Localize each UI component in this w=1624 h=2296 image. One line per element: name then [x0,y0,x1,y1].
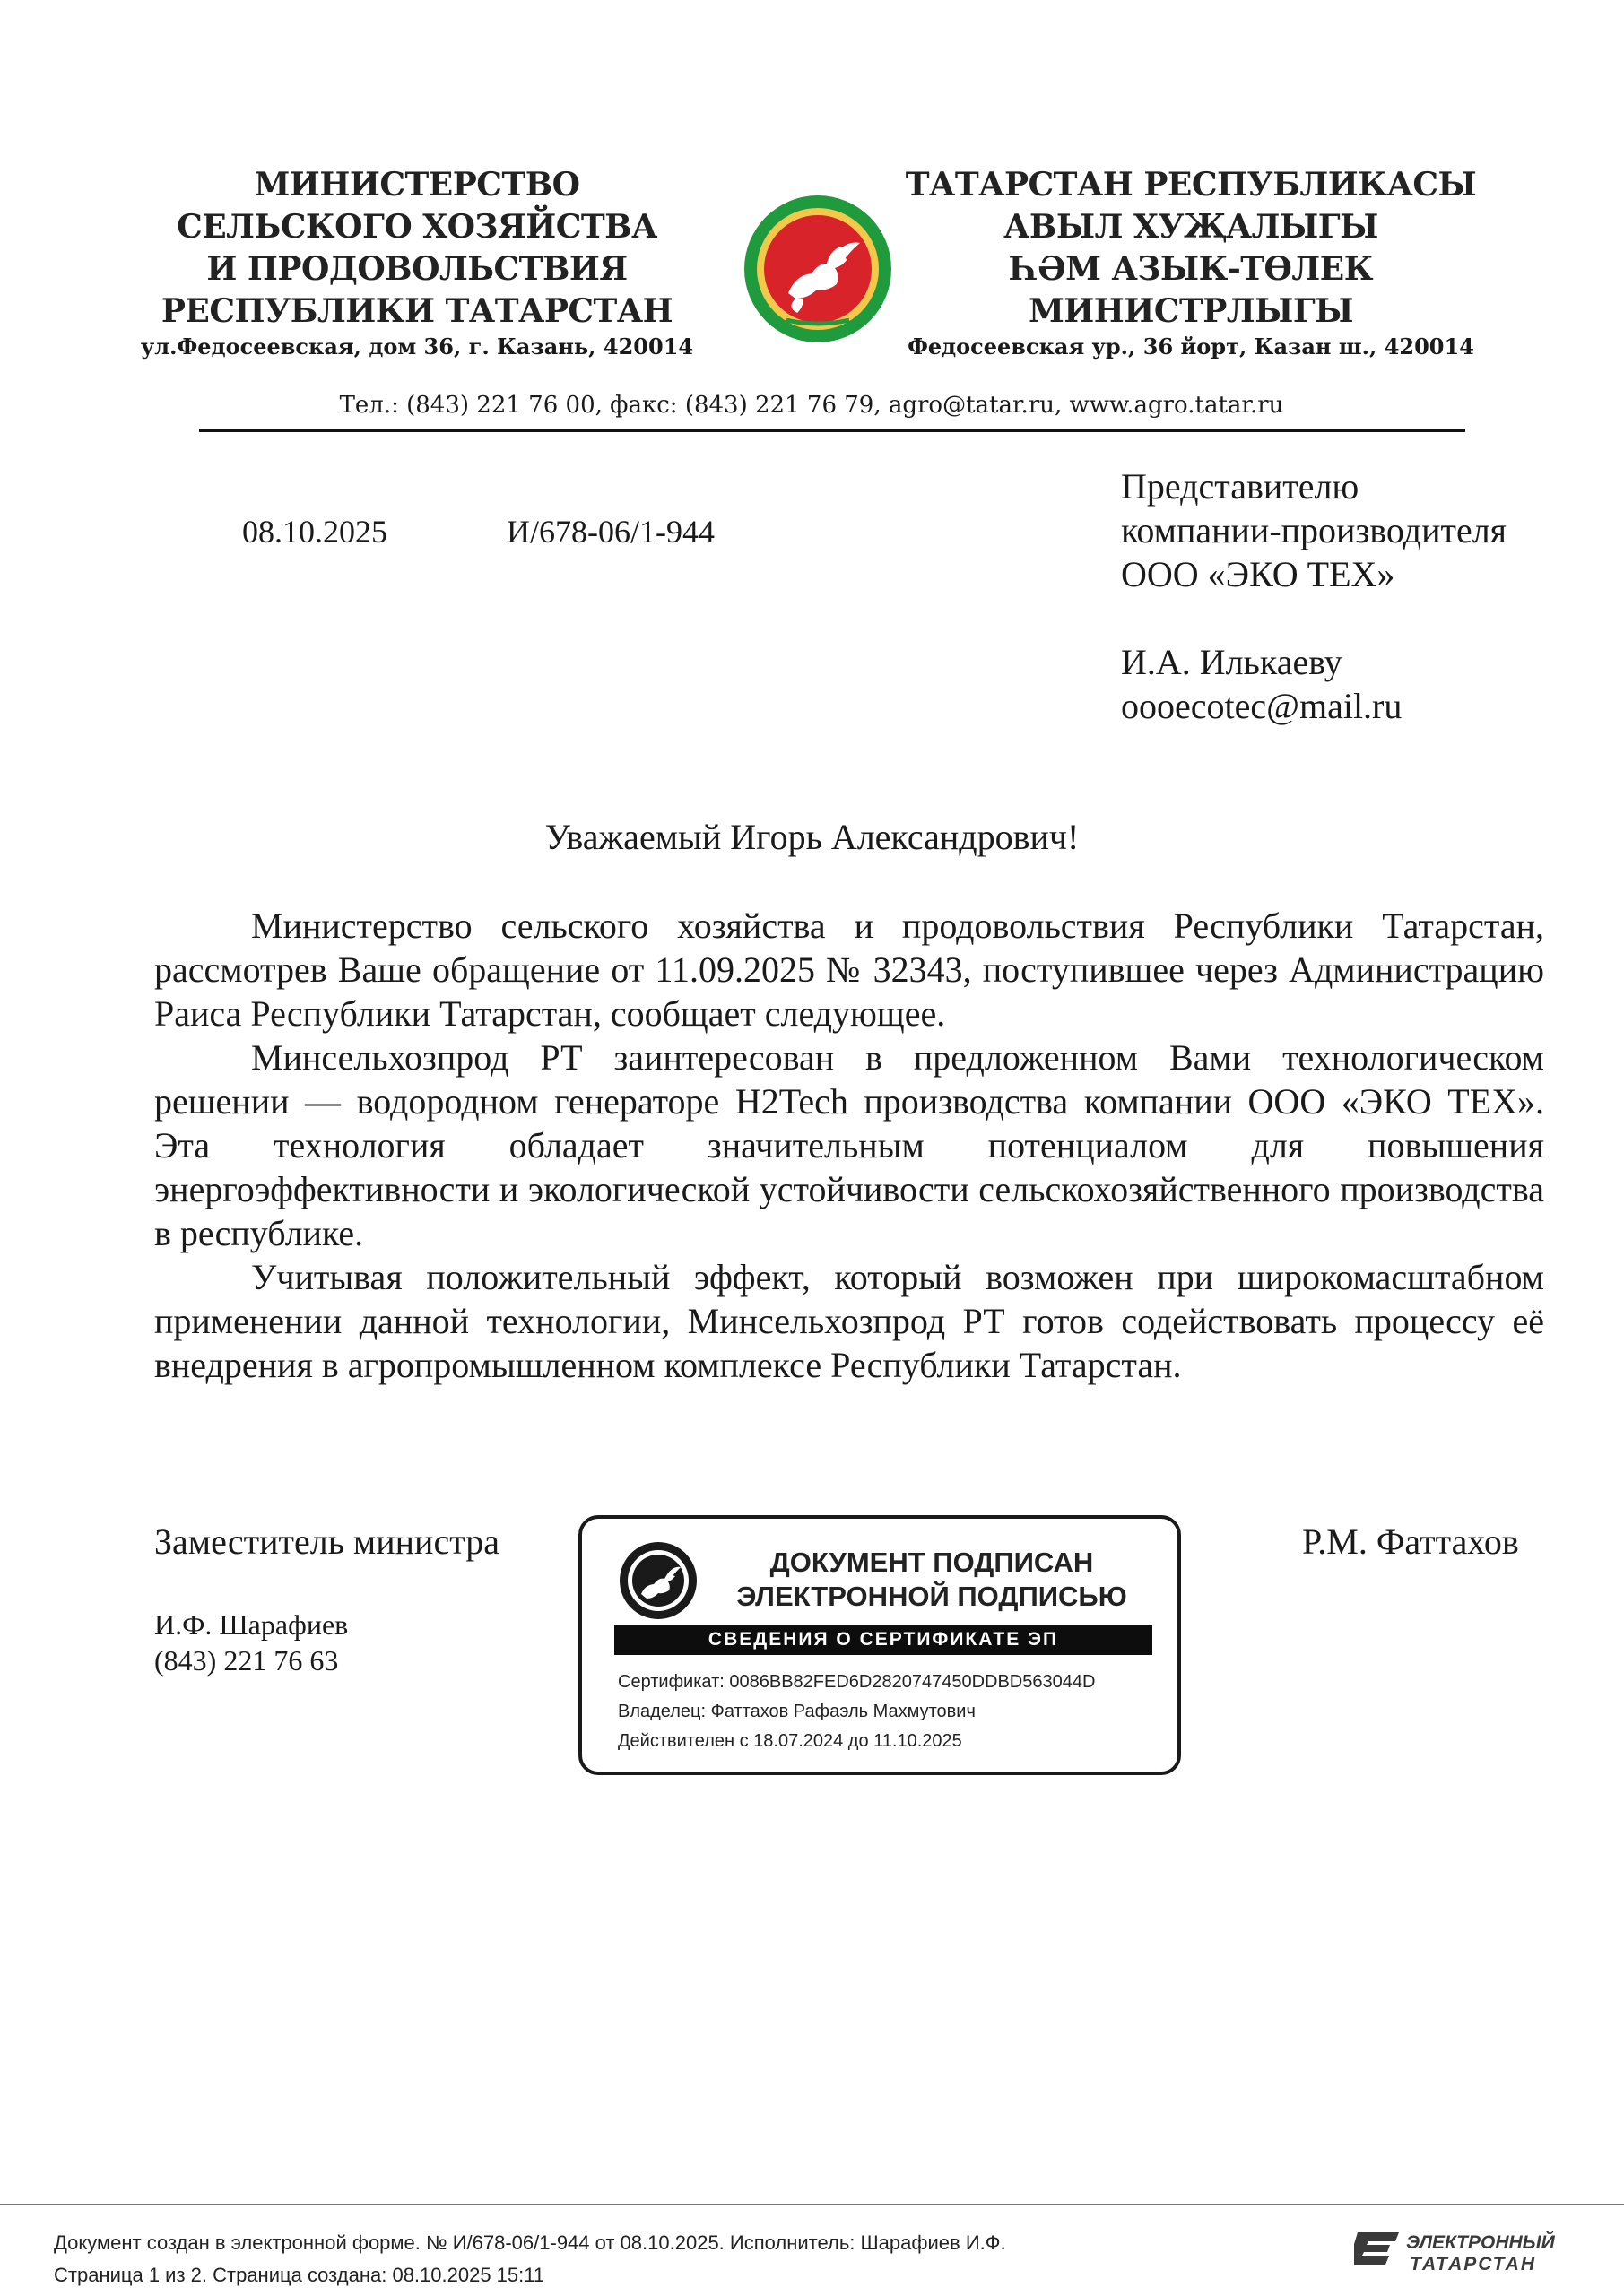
body-paragraph: Учитывая положительный эффект, который возможен при широкомасштабном применении данной технологии, Минсельхозпрод РТ готов содействовать процессу её внедрения в агропромышленном комплексе Республики Татарстан. [154,1257,1544,1385]
salutation: Уважаемый Игорь Александрович! [544,817,1080,857]
body-paragraph: Минсельхозпрод РТ заинтересован в предложенном Вами технологическом решении — водородном генераторе H2Tech производства компании ООО «ЭКО ТЕХ». Эта технология обладает значительным потенциалом для повышения энергоэффективности и экологической устойчивости сельскохозяйственного производства в республике. [154,1037,1544,1253]
addressee-line: компании-производителя [1121,510,1507,550]
ministry-name-ru: МИНИСТЕРСТВО СЕЛЬСКОГО ХОЗЯЙСТВА И ПРОДОВОЛЬСТВИЯ РЕСПУБЛИКИ ТАТАРСТАН [161,166,673,330]
e-signature-stamp [578,1515,1181,1775]
letter-date: 08.10.2025 [242,514,387,550]
executor-phone: (843) 221 76 63 [154,1644,339,1677]
footer-divider [0,2204,1624,2205]
stamp-cert-details [618,1668,1095,1756]
electronic-tatarstan-logo-icon [1354,2227,1569,2277]
ministry-name-tt: ТАТАРСТАН РЕСПУБЛИКАСЫ АВЫЛ ХУҖАЛЫГЫ ҺӘМ АЗЫК-ТӨЛЕК МИНИСТРЛЫГЫ [905,166,1477,330]
addressee-email: oooecotec@mail.ru [1121,686,1403,726]
addressee-block [1121,464,1507,728]
stamp-certificate: Сертификат: 0086BB82FED6D2820747450DDBD563044D [618,1672,1096,1692]
addressee-line: Представителю [1121,466,1359,507]
signer-position: Заместитель министра [154,1521,499,1562]
signer-name: Р.М. Фаттахов [1302,1521,1519,1562]
footer-page-info: Страница 1 из 2. Страница создана: 08.10.2025 15:11 [54,2264,545,2286]
body-paragraph: Министерство сельского хозяйства и продовольствия Республики Татарстан, рассмотрев Ваше обращение от 11.09.2025 № 32343, поступившее через Администрацию Раиса Республики Татарстан, сообщает следующее. [154,905,1544,1034]
letter-reg-number: И/678-06/1-944 [507,514,715,550]
executor-block [154,1607,348,1678]
header-divider [199,429,1465,432]
stamp-validity: Действителен с 18.07.2024 до 11.10.2025 [618,1731,962,1751]
footer-doc-info: Документ создан в электронной форме. № И/678-06/1-944 от 08.10.2025. Исполнитель: Шарафиев И.Ф. [54,2231,1006,2254]
tatarstan-coat-of-arms-icon [742,193,894,345]
tatarstan-emblem-mono-icon [618,1540,699,1621]
stamp-owner: Владелец: Фаттахов Рафаэль Махмутович [618,1702,976,1721]
stamp-cert-header: СВЕДЕНИЯ О СЕРТИФИКАТЕ ЭП [614,1625,1152,1655]
addressee-name: И.А. Илькаеву [1121,642,1342,682]
letter-body [154,904,1544,1387]
addressee-line: ООО «ЭКО ТЕХ» [1121,554,1395,594]
executor-name: И.Ф. Шарафиев [154,1608,349,1641]
ministry-address-ru: ул.Федосеевская, дом 36, г. Казань, 420014 [140,334,694,360]
ministry-contacts: Тел.: (843) 221 76 00, факс: (843) 221 76 79, agro@tatar.ru, www.agro.tatar.ru [339,392,1284,419]
ministry-address-tt: Федосеевская ур., 36 йорт, Казан ш., 420014 [908,334,1474,360]
stamp-title: ДОКУМЕНТ ПОДПИСАН ЭЛЕКТРОННОЙ ПОДПИСЬЮ [736,1547,1127,1612]
logo-text-bottom: ТАТАРСТАН [1410,2254,1536,2274]
logo-text-top: ЭЛЕКТРОННЫЙ [1406,2232,1555,2253]
page-footer [54,2227,1006,2292]
